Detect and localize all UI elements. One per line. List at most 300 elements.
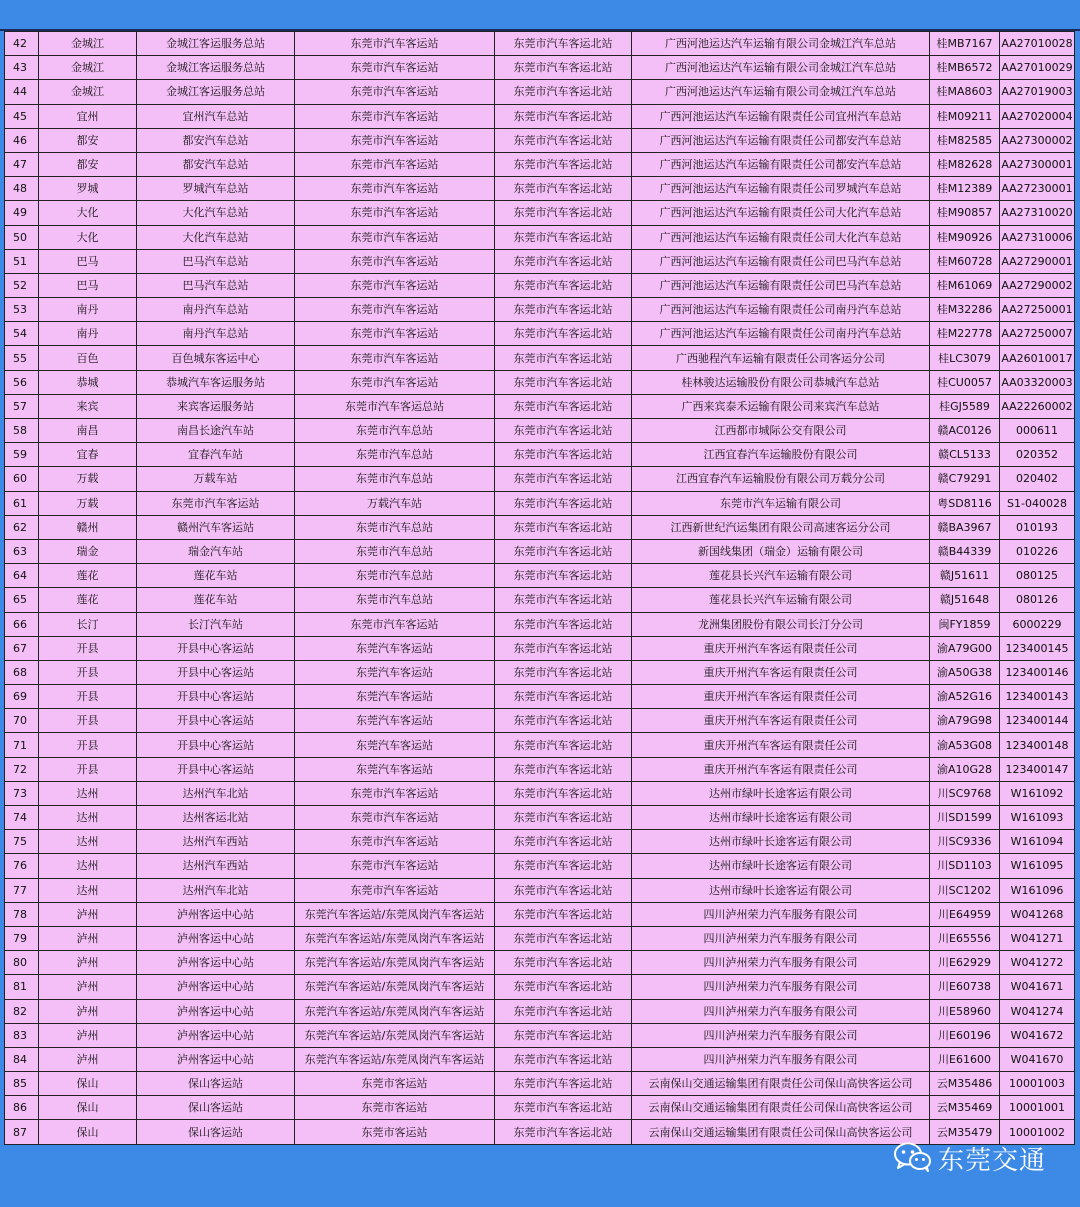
operator-company-cell: 四川泸州荣力汽车服务有限公司 <box>632 902 930 926</box>
license-number-cell: W041271 <box>1000 926 1075 950</box>
license-number-cell: W041274 <box>1000 999 1075 1023</box>
dongguan-north-station-cell: 东莞市汽车客运北站 <box>495 926 632 950</box>
origin-station-cell: 开县中心客运站 <box>137 709 295 733</box>
dongguan-north-station-cell: 东莞市汽车客运北站 <box>495 225 632 249</box>
row-number-cell: 46 <box>5 128 39 152</box>
license-number-cell: 020352 <box>1000 443 1075 467</box>
dongguan-station-cell: 东莞市汽车客运站 <box>295 781 495 805</box>
license-number-cell: 080126 <box>1000 588 1075 612</box>
license-number-cell: AA27230001 <box>1000 177 1075 201</box>
license-number-cell: 080125 <box>1000 564 1075 588</box>
dongguan-station-cell: 东莞市汽车客运站 <box>295 273 495 297</box>
route-origin-city-cell: 宜州 <box>39 104 137 128</box>
dongguan-north-station-cell: 东莞市汽车客运北站 <box>495 999 632 1023</box>
table-row <box>5 177 1075 201</box>
table-row <box>5 564 1075 588</box>
dongguan-station-cell: 东莞汽车客运站/东莞凤岗汽车客运站 <box>295 926 495 950</box>
row-number-cell: 60 <box>5 467 39 491</box>
dongguan-north-station-cell: 东莞市汽车客运北站 <box>495 419 632 443</box>
dongguan-north-station-cell: 东莞市汽车客运北站 <box>495 733 632 757</box>
origin-station-cell: 赣州汽车客运站 <box>137 515 295 539</box>
plate-number-cell: 闽FY1859 <box>930 612 1000 636</box>
license-number-cell: AA27300002 <box>1000 128 1075 152</box>
route-origin-city-cell: 恭城 <box>39 370 137 394</box>
dongguan-north-station-cell: 东莞市汽车客运北站 <box>495 467 632 491</box>
row-number-cell: 51 <box>5 249 39 273</box>
route-origin-city-cell: 万载 <box>39 467 137 491</box>
route-origin-city-cell: 保山 <box>39 1072 137 1096</box>
license-number-cell: AA27010028 <box>1000 32 1075 56</box>
table-row <box>5 249 1075 273</box>
table-row <box>5 346 1075 370</box>
license-number-cell: AA27310006 <box>1000 225 1075 249</box>
operator-company-cell: 四川泸州荣力汽车服务有限公司 <box>632 926 930 950</box>
route-origin-city-cell: 都安 <box>39 128 137 152</box>
operator-company-cell: 重庆开州汽车客运有限责任公司 <box>632 660 930 684</box>
origin-station-cell: 保山客运站 <box>137 1120 295 1144</box>
dongguan-station-cell: 东莞市汽车客运站 <box>295 80 495 104</box>
plate-number-cell: 桂M82585 <box>930 128 1000 152</box>
dongguan-north-station-cell: 东莞市汽车客运北站 <box>495 636 632 660</box>
dongguan-station-cell: 东莞市汽车总站 <box>295 564 495 588</box>
dongguan-north-station-cell: 东莞市汽车客运北站 <box>495 564 632 588</box>
dongguan-station-cell: 东莞市汽车客运站 <box>295 322 495 346</box>
plate-number-cell: 川E60738 <box>930 975 1000 999</box>
table-row <box>5 273 1075 297</box>
dongguan-north-station-cell: 东莞市汽车客运北站 <box>495 56 632 80</box>
operator-company-cell: 新国线集团（瑞金）运输有限公司 <box>632 539 930 563</box>
plate-number-cell: 川SC9768 <box>930 781 1000 805</box>
dongguan-north-station-cell: 东莞市汽车客运北站 <box>495 1023 632 1047</box>
dongguan-station-cell: 东莞汽车客运站 <box>295 709 495 733</box>
row-number-cell: 61 <box>5 491 39 515</box>
license-number-cell: W161096 <box>1000 878 1075 902</box>
origin-station-cell: 大化汽车总站 <box>137 201 295 225</box>
row-number-cell: 71 <box>5 733 39 757</box>
dongguan-north-station-cell: 东莞市汽车客运北站 <box>495 298 632 322</box>
row-number-cell: 76 <box>5 854 39 878</box>
origin-station-cell: 南丹汽车总站 <box>137 322 295 346</box>
table-row <box>5 1023 1075 1047</box>
top-banner <box>0 0 1080 31</box>
dongguan-north-station-cell: 东莞市汽车客运北站 <box>495 104 632 128</box>
row-number-cell: 47 <box>5 152 39 176</box>
plate-number-cell: 赣B44339 <box>930 539 1000 563</box>
license-number-cell: W161092 <box>1000 781 1075 805</box>
operator-company-cell: 云南保山交通运输集团有限责任公司保山高快客运公司 <box>632 1120 930 1144</box>
route-origin-city-cell: 大化 <box>39 225 137 249</box>
dongguan-station-cell: 东莞汽车客运站/东莞凤岗汽车客运站 <box>295 975 495 999</box>
origin-station-cell: 达州汽车北站 <box>137 781 295 805</box>
license-number-cell: AA27250001 <box>1000 298 1075 322</box>
row-number-cell: 85 <box>5 1072 39 1096</box>
row-number-cell: 57 <box>5 394 39 418</box>
origin-station-cell: 开县中心客运站 <box>137 660 295 684</box>
route-origin-city-cell: 泸州 <box>39 1023 137 1047</box>
dongguan-north-station-cell: 东莞市汽车客运北站 <box>495 878 632 902</box>
origin-station-cell: 莲花车站 <box>137 564 295 588</box>
table-row <box>5 878 1075 902</box>
origin-station-cell: 达州客运北站 <box>137 806 295 830</box>
dongguan-north-station-cell: 东莞市汽车客运北站 <box>495 152 632 176</box>
table-row <box>5 660 1075 684</box>
row-number-cell: 78 <box>5 902 39 926</box>
dongguan-station-cell: 东莞市汽车客运站 <box>295 878 495 902</box>
operator-company-cell: 江西都市城际公交有限公司 <box>632 419 930 443</box>
watermark-logo <box>894 1140 1046 1177</box>
dongguan-north-station-cell: 东莞市汽车客运北站 <box>495 709 632 733</box>
table-row <box>5 322 1075 346</box>
plate-number-cell: 赣J51611 <box>930 564 1000 588</box>
origin-station-cell: 金城江客运服务总站 <box>137 56 295 80</box>
row-number-cell: 48 <box>5 177 39 201</box>
dongguan-station-cell: 东莞汽车客运站 <box>295 685 495 709</box>
operator-company-cell: 桂林骏达运输股份有限公司恭城汽车总站 <box>632 370 930 394</box>
operator-company-cell: 江西宜春汽车运输股份有限公司万载分公司 <box>632 467 930 491</box>
origin-station-cell: 瑞金汽车站 <box>137 539 295 563</box>
license-number-cell: 123400146 <box>1000 660 1075 684</box>
operator-company-cell: 广西河池运达汽车运输有限责任公司巴马汽车总站 <box>632 273 930 297</box>
table-row <box>5 104 1075 128</box>
origin-station-cell: 巴马汽车总站 <box>137 249 295 273</box>
table-row <box>5 1047 1075 1071</box>
license-number-cell: 6000229 <box>1000 612 1075 636</box>
dongguan-station-cell: 东莞市汽车客运站 <box>295 249 495 273</box>
row-number-cell: 87 <box>5 1120 39 1144</box>
table-row <box>5 515 1075 539</box>
table-row <box>5 419 1075 443</box>
license-number-cell: 123400143 <box>1000 685 1075 709</box>
row-number-cell: 83 <box>5 1023 39 1047</box>
plate-number-cell: 云M35486 <box>930 1072 1000 1096</box>
dongguan-north-station-cell: 东莞市汽车客运北站 <box>495 1096 632 1120</box>
route-origin-city-cell: 金城江 <box>39 80 137 104</box>
dongguan-north-station-cell: 东莞市汽车客运北站 <box>495 854 632 878</box>
row-number-cell: 82 <box>5 999 39 1023</box>
route-origin-city-cell: 保山 <box>39 1096 137 1120</box>
operator-company-cell: 广西河池运达汽车运输有限责任公司宜州汽车总站 <box>632 104 930 128</box>
route-origin-city-cell: 泸州 <box>39 999 137 1023</box>
plate-number-cell: 渝A53G08 <box>930 733 1000 757</box>
wechat-icon <box>894 1142 932 1176</box>
operator-company-cell: 广西河池运达汽车运输有限责任公司巴马汽车总站 <box>632 249 930 273</box>
dongguan-north-station-cell: 东莞市汽车客运北站 <box>495 370 632 394</box>
dongguan-station-cell: 东莞汽车客运站/东莞凤岗汽车客运站 <box>295 902 495 926</box>
table-row <box>5 225 1075 249</box>
plate-number-cell: 云M35469 <box>930 1096 1000 1120</box>
dongguan-north-station-cell: 东莞市汽车客运北站 <box>495 515 632 539</box>
route-origin-city-cell: 巴马 <box>39 249 137 273</box>
operator-company-cell: 广西河池运达汽车运输有限责任公司大化汽车总站 <box>632 225 930 249</box>
table-row <box>5 636 1075 660</box>
operator-company-cell: 四川泸州荣力汽车服务有限公司 <box>632 1023 930 1047</box>
table-row <box>5 975 1075 999</box>
plate-number-cell: 桂MB7167 <box>930 32 1000 56</box>
route-origin-city-cell: 金城江 <box>39 56 137 80</box>
operator-company-cell: 重庆开州汽车客运有限责任公司 <box>632 709 930 733</box>
dongguan-station-cell: 万载汽车站 <box>295 491 495 515</box>
plate-number-cell: 桂LC3079 <box>930 346 1000 370</box>
route-origin-city-cell: 开县 <box>39 757 137 781</box>
row-number-cell: 44 <box>5 80 39 104</box>
table-row <box>5 128 1075 152</box>
license-number-cell: 020402 <box>1000 467 1075 491</box>
plate-number-cell: 赣AC0126 <box>930 419 1000 443</box>
watermark-text: 东莞交通 <box>937 1146 1046 1176</box>
license-number-cell: 123400144 <box>1000 709 1075 733</box>
route-origin-city-cell: 开县 <box>39 709 137 733</box>
route-origin-city-cell: 金城江 <box>39 32 137 56</box>
operator-company-cell: 重庆开州汽车客运有限责任公司 <box>632 733 930 757</box>
plate-number-cell: 桂M22778 <box>930 322 1000 346</box>
dongguan-station-cell: 东莞市汽车总站 <box>295 515 495 539</box>
dongguan-station-cell: 东莞市汽车客运总站 <box>295 394 495 418</box>
plate-number-cell: 桂M82628 <box>930 152 1000 176</box>
row-number-cell: 79 <box>5 926 39 950</box>
plate-number-cell: 川E61600 <box>930 1047 1000 1071</box>
route-origin-city-cell: 开县 <box>39 685 137 709</box>
table-row <box>5 854 1075 878</box>
row-number-cell: 55 <box>5 346 39 370</box>
row-number-cell: 54 <box>5 322 39 346</box>
plate-number-cell: 川E62929 <box>930 951 1000 975</box>
row-number-cell: 77 <box>5 878 39 902</box>
row-number-cell: 59 <box>5 443 39 467</box>
table-row <box>5 1072 1075 1096</box>
table-row <box>5 806 1075 830</box>
table-row <box>5 757 1075 781</box>
origin-station-cell: 都安汽车总站 <box>137 128 295 152</box>
origin-station-cell: 泸州客运中心站 <box>137 1047 295 1071</box>
operator-company-cell: 达州市绿叶长途客运有限公司 <box>632 806 930 830</box>
plate-number-cell: 粤SD8116 <box>930 491 1000 515</box>
origin-station-cell: 开县中心客运站 <box>137 733 295 757</box>
route-origin-city-cell: 南丹 <box>39 298 137 322</box>
operator-company-cell: 达州市绿叶长途客运有限公司 <box>632 830 930 854</box>
route-table-body <box>5 32 1075 1145</box>
origin-station-cell: 宜州汽车总站 <box>137 104 295 128</box>
operator-company-cell: 莲花县长兴汽车运输有限公司 <box>632 564 930 588</box>
plate-number-cell: 桂MB6572 <box>930 56 1000 80</box>
operator-company-cell: 重庆开州汽车客运有限责任公司 <box>632 685 930 709</box>
dongguan-station-cell: 东莞市汽车总站 <box>295 419 495 443</box>
license-number-cell: AA27290001 <box>1000 249 1075 273</box>
origin-station-cell: 金城江客运服务总站 <box>137 80 295 104</box>
table-row <box>5 370 1075 394</box>
row-number-cell: 75 <box>5 830 39 854</box>
row-number-cell: 81 <box>5 975 39 999</box>
license-number-cell: W041670 <box>1000 1047 1075 1071</box>
route-origin-city-cell: 达州 <box>39 806 137 830</box>
plate-number-cell: 桂M09211 <box>930 104 1000 128</box>
row-number-cell: 84 <box>5 1047 39 1071</box>
table-row <box>5 394 1075 418</box>
table-row <box>5 443 1075 467</box>
origin-station-cell: 莲花车站 <box>137 588 295 612</box>
row-number-cell: 73 <box>5 781 39 805</box>
operator-company-cell: 达州市绿叶长途客运有限公司 <box>632 878 930 902</box>
origin-station-cell: 大化汽车总站 <box>137 225 295 249</box>
dongguan-station-cell: 东莞市汽车客运站 <box>295 612 495 636</box>
route-origin-city-cell: 大化 <box>39 201 137 225</box>
operator-company-cell: 重庆开州汽车客运有限责任公司 <box>632 757 930 781</box>
row-number-cell: 70 <box>5 709 39 733</box>
operator-company-cell: 东莞市汽车运输有限公司 <box>632 491 930 515</box>
table-row <box>5 612 1075 636</box>
row-number-cell: 86 <box>5 1096 39 1120</box>
operator-company-cell: 达州市绿叶长途客运有限公司 <box>632 781 930 805</box>
dongguan-station-cell: 东莞市汽车客运站 <box>295 370 495 394</box>
table-row <box>5 902 1075 926</box>
dongguan-north-station-cell: 东莞市汽车客运北站 <box>495 539 632 563</box>
table-row <box>5 781 1075 805</box>
route-origin-city-cell: 南丹 <box>39 322 137 346</box>
license-number-cell: 010226 <box>1000 539 1075 563</box>
plate-number-cell: 川E58960 <box>930 999 1000 1023</box>
route-table <box>4 31 1075 1145</box>
table-row <box>5 709 1075 733</box>
table-row <box>5 539 1075 563</box>
origin-station-cell: 万载车站 <box>137 467 295 491</box>
operator-company-cell: 广西河池运达汽车运输有限公司金城江汽车总站 <box>632 56 930 80</box>
table-row <box>5 830 1075 854</box>
plate-number-cell: 川SD1599 <box>930 806 1000 830</box>
origin-station-cell: 来宾客运服务站 <box>137 394 295 418</box>
route-origin-city-cell: 泸州 <box>39 926 137 950</box>
route-origin-city-cell: 赣州 <box>39 515 137 539</box>
operator-company-cell: 四川泸州荣力汽车服务有限公司 <box>632 951 930 975</box>
dongguan-station-cell: 东莞汽车客运站/东莞凤岗汽车客运站 <box>295 999 495 1023</box>
dongguan-station-cell: 东莞市客运站 <box>295 1120 495 1144</box>
plate-number-cell: 渝A50G38 <box>930 660 1000 684</box>
license-number-cell: 10001003 <box>1000 1072 1075 1096</box>
dongguan-north-station-cell: 东莞市汽车客运北站 <box>495 443 632 467</box>
license-number-cell: 10001001 <box>1000 1096 1075 1120</box>
route-origin-city-cell: 巴马 <box>39 273 137 297</box>
row-number-cell: 53 <box>5 298 39 322</box>
row-number-cell: 49 <box>5 201 39 225</box>
operator-company-cell: 广西河池运达汽车运输有限责任公司都安汽车总站 <box>632 152 930 176</box>
row-number-cell: 62 <box>5 515 39 539</box>
dongguan-north-station-cell: 东莞市汽车客运北站 <box>495 1047 632 1071</box>
route-origin-city-cell: 泸州 <box>39 975 137 999</box>
row-number-cell: 72 <box>5 757 39 781</box>
route-table-container <box>4 31 1074 1145</box>
license-number-cell: W041268 <box>1000 902 1075 926</box>
dongguan-north-station-cell: 东莞市汽车客运北站 <box>495 80 632 104</box>
origin-station-cell: 泸州客运中心站 <box>137 1023 295 1047</box>
route-origin-city-cell: 莲花 <box>39 588 137 612</box>
origin-station-cell: 开县中心客运站 <box>137 685 295 709</box>
license-number-cell: 123400148 <box>1000 733 1075 757</box>
license-number-cell: AA27310020 <box>1000 201 1075 225</box>
origin-station-cell: 都安汽车总站 <box>137 152 295 176</box>
dongguan-station-cell: 东莞市汽车客运站 <box>295 346 495 370</box>
route-origin-city-cell: 泸州 <box>39 1047 137 1071</box>
operator-company-cell: 四川泸州荣力汽车服务有限公司 <box>632 999 930 1023</box>
table-row <box>5 999 1075 1023</box>
dongguan-north-station-cell: 东莞市汽车客运北站 <box>495 177 632 201</box>
dongguan-north-station-cell: 东莞市汽车客运北站 <box>495 491 632 515</box>
operator-company-cell: 广西河池运达汽车运输有限公司金城江汽车总站 <box>632 80 930 104</box>
plate-number-cell: 桂M12389 <box>930 177 1000 201</box>
operator-company-cell: 龙洲集团股份有限公司长汀分公司 <box>632 612 930 636</box>
dongguan-north-station-cell: 东莞市汽车客运北站 <box>495 394 632 418</box>
plate-number-cell: 川E60196 <box>930 1023 1000 1047</box>
row-number-cell: 68 <box>5 660 39 684</box>
plate-number-cell: 川SC1202 <box>930 878 1000 902</box>
dongguan-station-cell: 东莞市客运站 <box>295 1096 495 1120</box>
operator-company-cell: 重庆开州汽车客运有限责任公司 <box>632 636 930 660</box>
route-origin-city-cell: 泸州 <box>39 902 137 926</box>
origin-station-cell: 南昌长途汽车站 <box>137 419 295 443</box>
license-number-cell: W161095 <box>1000 854 1075 878</box>
dongguan-station-cell: 东莞汽车客运站/东莞凤岗汽车客运站 <box>295 951 495 975</box>
origin-station-cell: 金城江客运服务总站 <box>137 32 295 56</box>
license-number-cell: AA27020004 <box>1000 104 1075 128</box>
license-number-cell: W161094 <box>1000 830 1075 854</box>
license-number-cell: AA22260002 <box>1000 394 1075 418</box>
dongguan-north-station-cell: 东莞市汽车客运北站 <box>495 975 632 999</box>
route-origin-city-cell: 泸州 <box>39 951 137 975</box>
operator-company-cell: 四川泸州荣力汽车服务有限公司 <box>632 975 930 999</box>
operator-company-cell: 江西宜春汽车运输股份有限公司 <box>632 443 930 467</box>
row-number-cell: 56 <box>5 370 39 394</box>
route-origin-city-cell: 来宾 <box>39 394 137 418</box>
plate-number-cell: 桂M61069 <box>930 273 1000 297</box>
table-row <box>5 56 1075 80</box>
row-number-cell: 42 <box>5 32 39 56</box>
origin-station-cell: 达州汽车西站 <box>137 854 295 878</box>
route-origin-city-cell: 莲花 <box>39 564 137 588</box>
operator-company-cell: 广西河池运达汽车运输有限责任公司都安汽车总站 <box>632 128 930 152</box>
row-number-cell: 58 <box>5 419 39 443</box>
route-origin-city-cell: 达州 <box>39 781 137 805</box>
plate-number-cell: 川SC9336 <box>930 830 1000 854</box>
origin-station-cell: 宜春汽车站 <box>137 443 295 467</box>
dongguan-station-cell: 东莞市汽车客运站 <box>295 854 495 878</box>
dongguan-station-cell: 东莞市汽车客运站 <box>295 177 495 201</box>
dongguan-station-cell: 东莞汽车客运站 <box>295 757 495 781</box>
origin-station-cell: 百色城东客运中心 <box>137 346 295 370</box>
route-origin-city-cell: 宜春 <box>39 443 137 467</box>
table-row <box>5 1096 1075 1120</box>
route-origin-city-cell: 达州 <box>39 878 137 902</box>
dongguan-north-station-cell: 东莞市汽车客运北站 <box>495 273 632 297</box>
license-number-cell: 10001002 <box>1000 1120 1075 1144</box>
plate-number-cell: 渝A52G16 <box>930 685 1000 709</box>
route-origin-city-cell: 长汀 <box>39 612 137 636</box>
license-number-cell: 000611 <box>1000 419 1075 443</box>
plate-number-cell: 桂M90857 <box>930 201 1000 225</box>
operator-company-cell: 云南保山交通运输集团有限责任公司保山高快客运公司 <box>632 1096 930 1120</box>
origin-station-cell: 南丹汽车总站 <box>137 298 295 322</box>
dongguan-station-cell: 东莞市汽车客运站 <box>295 56 495 80</box>
plate-number-cell: 桂M90926 <box>930 225 1000 249</box>
origin-station-cell: 东莞市汽车客运站 <box>137 491 295 515</box>
operator-company-cell: 广西驰程汽车运输有限责任公司客运分公司 <box>632 346 930 370</box>
route-origin-city-cell: 开县 <box>39 733 137 757</box>
route-origin-city-cell: 开县 <box>39 660 137 684</box>
plate-number-cell: 渝A79G00 <box>930 636 1000 660</box>
origin-station-cell: 泸州客运中心站 <box>137 999 295 1023</box>
operator-company-cell: 达州市绿叶长途客运有限公司 <box>632 854 930 878</box>
license-number-cell: AA27019003 <box>1000 80 1075 104</box>
dongguan-station-cell: 东莞市汽车客运站 <box>295 225 495 249</box>
dongguan-station-cell: 东莞市客运站 <box>295 1072 495 1096</box>
license-number-cell: AA27250007 <box>1000 322 1075 346</box>
dongguan-north-station-cell: 东莞市汽车客运北站 <box>495 249 632 273</box>
